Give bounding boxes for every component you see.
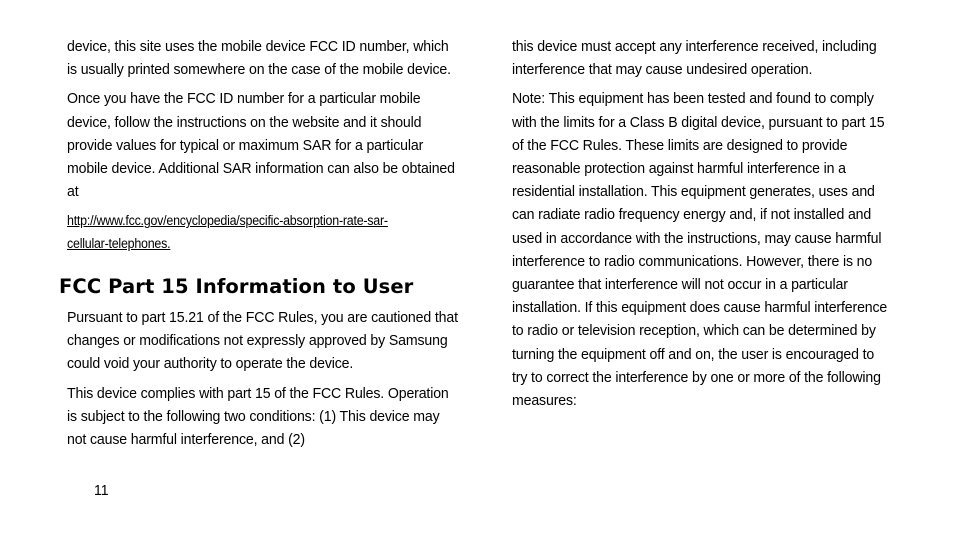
fcc-sar-link-line2[interactable]: cellular-telephones.	[67, 236, 171, 252]
left-column	[67, 35, 463, 255]
paragraph-class-b-note: Note: This equipment has been tested and found to comply with the limits for a Class B digital device, pursuant to part 15 of the FCC Rules. These limits are designed to provide reasonable protection against harmful interference in a residential installation. This equipment generates, uses and can radiate radio frequency energy and, if not installed and used in accordance with the instructions, may cause harmful interference to radio communications. However, there is no guarantee that interference will not occur in a particular installation. If this equipment does cause harmful interference to radio or television reception, which can be determined by turning the equipment off and on, the user is encouraged to try to correct the interference by one or more of the following measures:	[512, 90, 888, 410]
right-column	[512, 35, 894, 418]
paragraph-part-15-conditions: This device complies with part 15 of the FCC Rules. Operation is subject to the following two conditions: (1) This device may not cause harmful interference, and (2)	[67, 384, 449, 449]
page-number: 11	[94, 482, 109, 499]
paragraph-part-15-21: Pursuant to part 15.21 of the FCC Rules, you are cautioned that changes or modifications not expressly approved by Samsung could void your authority to operate the device.	[67, 309, 458, 373]
paragraph-sar-values: Once you have the FCC ID number for a particular mobile device, follow the instructions on the website and it should provide values for typical or maximum SAR for a particular mobile device. Additional SAR information can also be obtained at	[67, 90, 455, 201]
paragraph-accept-interference: this device must accept any interference received, including interference that may cause undesired operation.	[512, 38, 877, 79]
paragraph-sar-fcc-id: device, this site uses the mobile device FCC ID number, which is usually printed somewhere on the case of the mobile device.	[67, 38, 451, 79]
fcc-sar-link-line1[interactable]: http://www.fcc.gov/encyclopedia/specific-absorption-rate-sar-	[67, 213, 388, 229]
section-heading-fcc-part-15: FCC Part 15 Information to User	[59, 275, 414, 298]
left-column-section	[67, 306, 463, 457]
